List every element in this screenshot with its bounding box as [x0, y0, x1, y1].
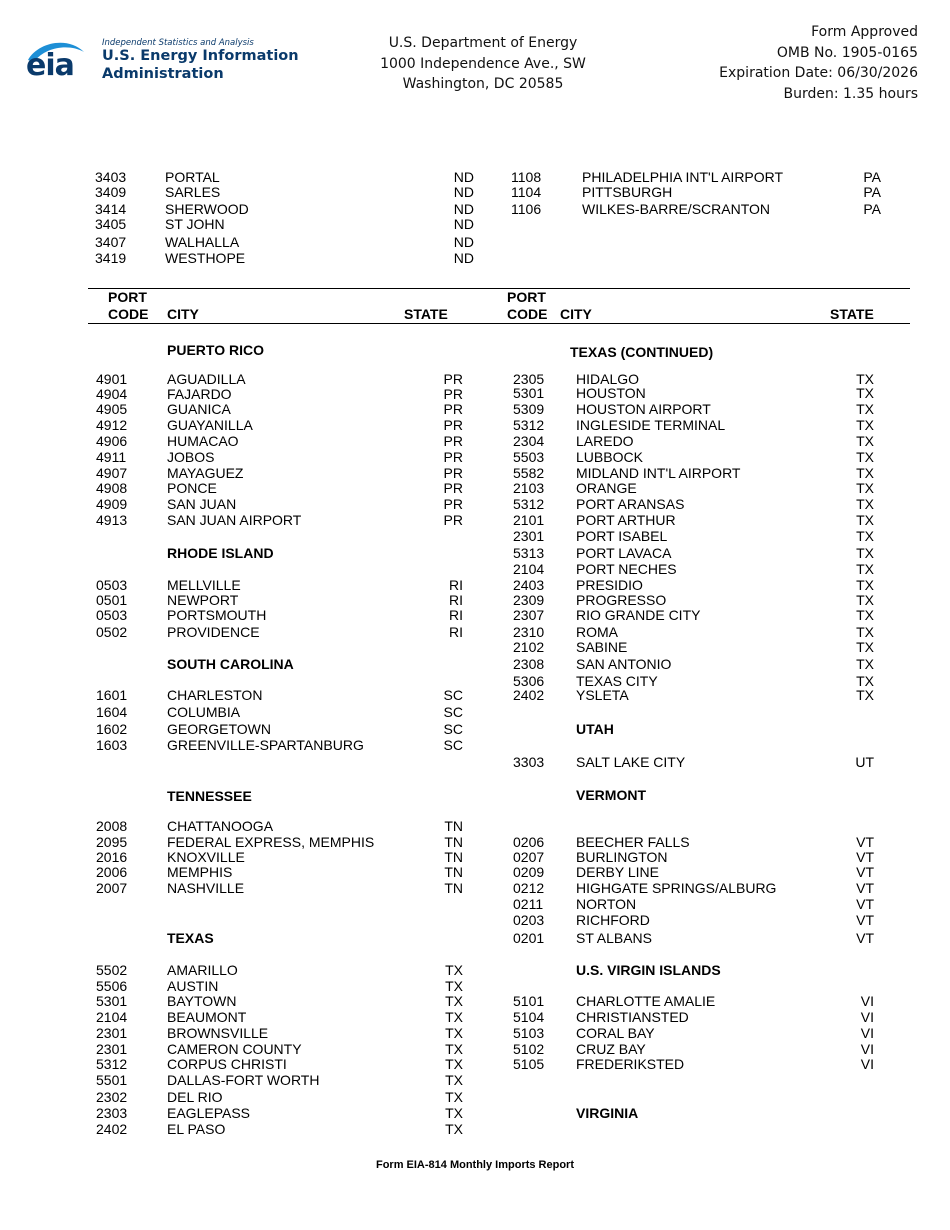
port-city: MEMPHIS: [167, 864, 233, 880]
port-state: TX: [856, 624, 874, 640]
state-heading: SOUTH CAROLINA: [167, 656, 294, 672]
agency-address: [330, 33, 636, 95]
port-code: 2302: [96, 1089, 128, 1105]
port-city: SABINE: [576, 639, 628, 655]
port-code: 3414: [95, 201, 127, 217]
port-state: TX: [856, 687, 874, 703]
port-code: 5105: [513, 1056, 545, 1072]
city-label-left: CITY: [167, 306, 199, 322]
port-code: 2309: [513, 592, 545, 608]
port-state: TX: [856, 512, 874, 528]
port-city: LAREDO: [576, 433, 634, 449]
port-city: CAMERON COUNTY: [167, 1041, 302, 1057]
port-code: 5582: [513, 465, 545, 481]
port-code: 3403: [95, 169, 127, 185]
port-code: 3419: [95, 250, 127, 266]
port-city: CHARLESTON: [167, 687, 263, 703]
port-code: 5501: [96, 1072, 128, 1088]
port-city: ROMA: [576, 624, 618, 640]
port-state: RI: [449, 577, 463, 593]
header-bottom-rule: [88, 323, 910, 324]
port-code: 2104: [513, 561, 545, 577]
port-code: 5103: [513, 1025, 545, 1041]
state-heading: TEXAS (CONTINUED): [570, 344, 714, 360]
port-state: SC: [443, 704, 463, 720]
port-state: TX: [445, 993, 463, 1009]
form-approved: Form Approved: [811, 24, 918, 40]
port-code: 0203: [513, 912, 545, 928]
state-heading: TENNESSEE: [167, 788, 252, 804]
port-code: 5102: [513, 1041, 545, 1057]
port-state: TX: [445, 1009, 463, 1025]
port-state: PR: [443, 496, 463, 512]
port-city: YSLETA: [576, 687, 629, 703]
port-code: 3409: [95, 184, 127, 200]
state-heading: UTAH: [576, 721, 614, 737]
port-state: PR: [443, 433, 463, 449]
port-code: 2402: [513, 687, 545, 703]
port-city: CHATTANOOGA: [167, 818, 274, 834]
port-city: CHARLOTTE AMALIE: [576, 993, 716, 1009]
port-city: PHILADELPHIA INT'L AIRPORT: [582, 169, 784, 185]
port-city: MIDLAND INT'L AIRPORT: [576, 465, 741, 481]
port-code: 0201: [513, 930, 545, 946]
port-city: LUBBOCK: [576, 449, 643, 465]
port-state: VI: [860, 1056, 874, 1072]
port-city: DALLAS-FORT WORTH: [167, 1072, 320, 1088]
port-city: CRUZ BAY: [576, 1041, 646, 1057]
port-city: PORT ARTHUR: [576, 512, 676, 528]
port-code: 4913: [96, 512, 128, 528]
port-code: 4907: [96, 465, 128, 481]
port-code: 4905: [96, 401, 128, 417]
port-city: SAN JUAN AIRPORT: [167, 512, 302, 528]
port-code: 5313: [513, 545, 545, 561]
port-code: 3405: [95, 216, 127, 232]
port-code: 2101: [513, 512, 545, 528]
port-code: 2301: [513, 528, 545, 544]
port-state: TX: [856, 371, 874, 387]
port-state: VI: [860, 1041, 874, 1057]
port-code: 2016: [96, 849, 128, 865]
port-state: TX: [445, 1056, 463, 1072]
port-state: TX: [856, 433, 874, 449]
port-city: HOUSTON AIRPORT: [576, 401, 711, 417]
port-code: 5506: [96, 978, 128, 994]
port-state: TX: [856, 673, 874, 689]
port-city: AGUADILLA: [167, 371, 246, 387]
port-state: VT: [856, 880, 874, 896]
port-city: PORTAL: [165, 169, 220, 185]
port-city: MAYAGUEZ: [167, 465, 244, 481]
port-state: VI: [860, 1025, 874, 1041]
port-code: 4911: [96, 449, 127, 465]
port-code: 4904: [96, 386, 128, 402]
port-code: 0212: [513, 880, 545, 896]
omb-number: OMB No. 1905-0165: [776, 44, 918, 61]
port-state: PR: [443, 401, 463, 417]
port-code: 4908: [96, 480, 128, 496]
port-code: 2307: [513, 607, 545, 623]
port-code: 2006: [96, 864, 128, 880]
port-code: 5312: [513, 417, 545, 433]
port-state: TX: [445, 1089, 463, 1105]
port-city: PROVIDENCE: [167, 624, 260, 640]
port-state: SC: [443, 737, 463, 753]
port-city: AMARILLO: [167, 962, 238, 978]
address-line: 1000 Independence Ave., SW: [380, 55, 586, 72]
port-state: VT: [856, 864, 874, 880]
port-state: PA: [863, 201, 881, 217]
port-city: FEDERAL EXPRESS, MEMPHIS: [167, 834, 375, 850]
port-city: PORT NECHES: [576, 561, 677, 577]
logo-name-line1: U.S. Energy Information: [102, 48, 299, 64]
port-city: PORTSMOUTH: [167, 607, 267, 623]
port-state: TX: [856, 639, 874, 655]
port-state: PR: [443, 449, 463, 465]
port-code: 0502: [96, 624, 128, 640]
port-state: SC: [443, 687, 463, 703]
header-top-rule: [88, 288, 910, 289]
port-city: DERBY LINE: [576, 864, 659, 880]
port-city: CHRISTIANSTED: [576, 1009, 689, 1025]
port-city: PORT ARANSAS: [576, 496, 685, 512]
port-state: TN: [444, 849, 463, 865]
port-state: TN: [444, 818, 463, 834]
port-code: 0207: [513, 849, 545, 865]
port-state: ND: [453, 169, 474, 185]
port-code: 2301: [96, 1025, 128, 1041]
port-code: 2310: [513, 624, 545, 640]
port-code: 0503: [96, 607, 128, 623]
port-state: TX: [856, 465, 874, 481]
port-state: ND: [453, 250, 474, 266]
state-label-right: STATE: [830, 306, 874, 322]
address-line: Washington, DC 20585: [402, 76, 564, 93]
logo-name-line2: Administration: [102, 66, 224, 82]
port-city: SARLES: [165, 184, 221, 200]
port-city: PONCE: [167, 480, 217, 496]
port-city: DEL RIO: [167, 1089, 223, 1105]
logo-tagline: Independent Statistics and Analysis: [102, 38, 254, 48]
port-state: TX: [445, 1025, 463, 1041]
port-code: 2403: [513, 577, 545, 593]
port-state: TX: [856, 528, 874, 544]
port-code: 1104: [511, 184, 542, 200]
form-approval-info: [660, 22, 918, 104]
port-code: 2102: [513, 639, 545, 655]
burden-hours: Burden: 1.35 hours: [783, 85, 918, 102]
port-city: PITTSBURGH: [582, 184, 673, 200]
port-city: WALHALLA: [165, 234, 240, 250]
port-state: TX: [445, 978, 463, 994]
port-city: MELLVILLE: [167, 577, 241, 593]
port-code: 2303: [96, 1105, 128, 1121]
port-city: PRESIDIO: [576, 577, 643, 593]
port-code: 4909: [96, 496, 128, 512]
port-code: 4912: [96, 417, 128, 433]
port-city: FAJARDO: [167, 386, 232, 402]
state-label-left: STATE: [404, 306, 448, 322]
port-state: TX: [856, 449, 874, 465]
port-code: 5301: [513, 385, 545, 401]
port-city: SALT LAKE CITY: [576, 754, 686, 770]
port-state: TX: [856, 480, 874, 496]
footer-form-title: Form EIA-814 Monthly Imports Report: [375, 1159, 575, 1171]
port-code: 0206: [513, 834, 545, 850]
code-label-right: CODE: [507, 306, 548, 322]
address-line: U.S. Department of Energy: [388, 35, 578, 51]
state-heading: TEXAS: [167, 930, 214, 946]
port-state: TX: [856, 417, 874, 433]
port-city: COLUMBIA: [167, 704, 241, 720]
port-state: TX: [856, 656, 874, 672]
state-heading: VIRGINIA: [576, 1105, 639, 1121]
port-state: TN: [444, 880, 463, 896]
code-label-left: CODE: [108, 306, 149, 322]
port-city: NEWPORT: [167, 592, 239, 608]
port-state: RI: [449, 624, 463, 640]
port-code: 2305: [513, 371, 545, 387]
expiration-date: Expiration Date: 06/30/2026: [719, 65, 918, 82]
port-state: TX: [445, 1072, 463, 1088]
port-code: 0503: [96, 577, 128, 593]
port-state: ND: [453, 216, 474, 232]
port-code: 5312: [96, 1056, 128, 1072]
port-code: 5502: [96, 962, 128, 978]
port-state: PR: [443, 465, 463, 481]
port-state: TX: [856, 607, 874, 623]
port-state: TX: [445, 962, 463, 978]
logo-mark: eia: [26, 48, 74, 83]
port-code: 4906: [96, 433, 128, 449]
port-code: 4901: [96, 371, 128, 387]
state-heading: VERMONT: [576, 787, 646, 803]
port-state: PR: [443, 417, 463, 433]
port-city: CORAL BAY: [576, 1025, 655, 1041]
port-city: ORANGE: [576, 480, 637, 496]
port-city: HOUSTON: [576, 385, 646, 401]
port-state: SC: [443, 721, 463, 737]
port-code: 2301: [96, 1041, 128, 1057]
port-state: ND: [453, 184, 474, 200]
port-state: ND: [453, 234, 474, 250]
port-state: TX: [445, 1121, 463, 1137]
port-state: VT: [856, 849, 874, 865]
port-city: GUANICA: [167, 401, 231, 417]
state-heading: U.S. VIRGIN ISLANDS: [576, 962, 721, 978]
port-city: SAN ANTONIO: [576, 656, 672, 672]
port-state: TN: [444, 834, 463, 850]
port-state: PR: [443, 480, 463, 496]
port-code: 2007: [96, 880, 128, 896]
port-city: WILKES-BARRE/SCRANTON: [582, 201, 770, 217]
port-code: 5312: [513, 496, 545, 512]
port-state: RI: [449, 592, 463, 608]
port-code: 2308: [513, 656, 545, 672]
port-state: VT: [856, 930, 874, 946]
port-city: GREENVILLE-SPARTANBURG: [167, 737, 364, 753]
port-code: 5101: [513, 993, 545, 1009]
port-city: RIO GRANDE CITY: [576, 607, 701, 623]
port-code: 1108: [511, 169, 542, 185]
port-city: KNOXVILLE: [167, 849, 245, 865]
port-state: TX: [856, 577, 874, 593]
port-code: 0211: [513, 896, 544, 912]
port-state: PR: [443, 386, 463, 402]
port-code: 1601: [96, 687, 128, 703]
port-code: 3407: [95, 234, 127, 250]
port-city: SHERWOOD: [165, 201, 249, 217]
port-code: 2104: [96, 1009, 128, 1025]
port-state: TX: [856, 561, 874, 577]
port-state: TX: [856, 385, 874, 401]
port-city: EL PASO: [167, 1121, 226, 1137]
port-state: PA: [863, 169, 881, 185]
port-state: PR: [443, 371, 463, 387]
port-state: RI: [449, 607, 463, 623]
port-code: 1602: [96, 721, 128, 737]
port-state: PR: [443, 512, 463, 528]
port-state: TX: [856, 401, 874, 417]
port-city: BEECHER FALLS: [576, 834, 690, 850]
port-code: 2103: [513, 480, 545, 496]
port-code: 2095: [96, 834, 128, 850]
port-city: BEAUMONT: [167, 1009, 247, 1025]
port-state: TX: [445, 1105, 463, 1121]
city-label-right: CITY: [560, 306, 592, 322]
port-code: 5309: [513, 401, 545, 417]
port-city: ST JOHN: [165, 216, 225, 232]
port-city: WESTHOPE: [165, 250, 246, 266]
port-city: INGLESIDE TERMINAL: [576, 417, 726, 433]
port-state: VT: [856, 912, 874, 928]
port-state: VT: [856, 896, 874, 912]
port-label-right: PORT: [507, 289, 546, 305]
state-heading: RHODE ISLAND: [167, 545, 274, 561]
port-state: VT: [856, 834, 874, 850]
port-state: TN: [444, 864, 463, 880]
port-code: 5104: [513, 1009, 545, 1025]
port-city: PORT ISABEL: [576, 528, 668, 544]
port-code: 0209: [513, 864, 545, 880]
port-state: TX: [445, 1041, 463, 1057]
port-city: RICHFORD: [576, 912, 650, 928]
port-city: TEXAS CITY: [576, 673, 658, 689]
port-city: ST ALBANS: [576, 930, 653, 946]
port-city: BROWNSVILLE: [167, 1025, 269, 1041]
port-code: 1603: [96, 737, 128, 753]
port-state: VI: [860, 993, 874, 1009]
port-city: AUSTIN: [167, 978, 219, 994]
port-state: UT: [855, 754, 874, 770]
port-city: SAN JUAN: [167, 496, 237, 512]
port-code: 2304: [513, 433, 545, 449]
port-city: EAGLEPASS: [167, 1105, 251, 1121]
port-city: BAYTOWN: [167, 993, 237, 1009]
port-city: HIDALGO: [576, 371, 640, 387]
port-code: 1106: [511, 201, 542, 217]
port-city: JOBOS: [167, 449, 215, 465]
port-city: CORPUS CHRISTI: [167, 1056, 287, 1072]
port-code: 0501: [96, 592, 128, 608]
port-city: PROGRESSO: [576, 592, 667, 608]
port-code: 3303: [513, 754, 545, 770]
port-city: HUMACAO: [167, 433, 239, 449]
port-city: BURLINGTON: [576, 849, 668, 865]
port-city: NORTON: [576, 896, 637, 912]
state-heading: PUERTO RICO: [167, 342, 264, 358]
port-city: FREDERIKSTED: [576, 1056, 685, 1072]
port-city: GEORGETOWN: [167, 721, 271, 737]
port-code: 2008: [96, 818, 128, 834]
port-city: GUAYANILLA: [167, 417, 253, 433]
port-state: TX: [856, 545, 874, 561]
port-code: 5306: [513, 673, 545, 689]
port-city: HIGHGATE SPRINGS/ALBURG: [576, 880, 777, 896]
port-code: 5301: [96, 993, 128, 1009]
port-state: ND: [453, 201, 474, 217]
port-code: 2402: [96, 1121, 128, 1137]
port-state: PA: [863, 184, 881, 200]
port-code: 1604: [96, 704, 128, 720]
port-code: 5503: [513, 449, 545, 465]
port-city: NASHVILLE: [167, 880, 245, 896]
port-state: TX: [856, 496, 874, 512]
port-state: VI: [860, 1009, 874, 1025]
port-state: TX: [856, 592, 874, 608]
port-city: PORT LAVACA: [576, 545, 672, 561]
port-label-left: PORT: [108, 289, 147, 305]
